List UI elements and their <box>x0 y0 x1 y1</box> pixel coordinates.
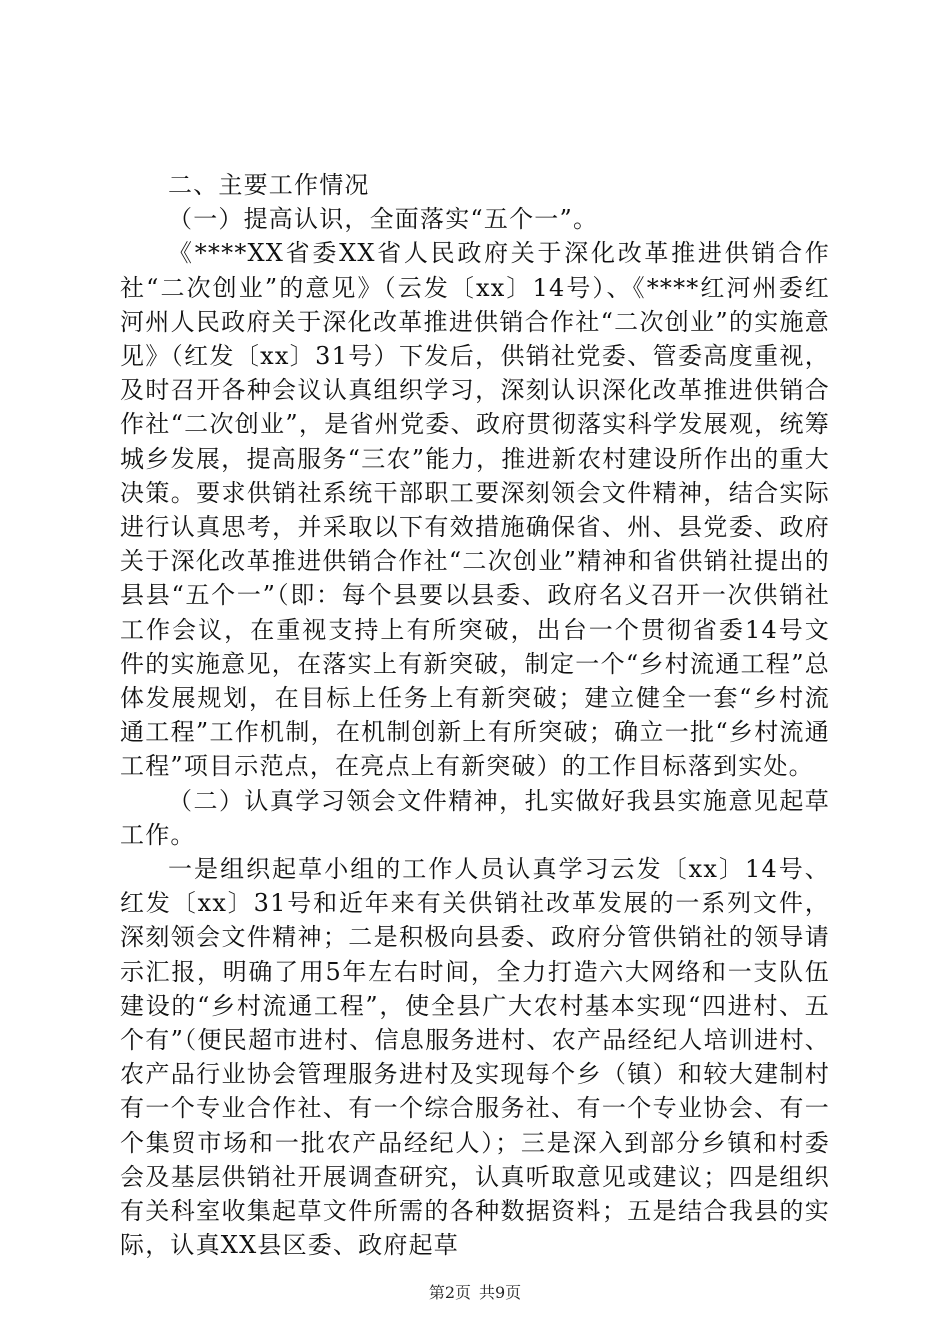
subsection-heading-1: （一）提高认识，全面落实“五个一”。 <box>168 205 599 234</box>
page-total: 共9页 <box>479 1283 522 1302</box>
subsection-heading-2: （二）认真学习领会文件精神，扎实做好我县实施意见起草工作。 <box>120 786 830 849</box>
body-paragraph-1: 《****XX省委XX省人民政府关于深化改革推进供销合作社“二次创业”的意见》（云发〔xx〕14号）、《****红河州委红河州人民政府关于深化改革推进供销合作社“二次创业”的实施意见》（红发〔xx〕31号）下发后，供销社党委、管委高度重视，及时召开各种会议认真组织学习，深刻认识深化改革推进供销合作社“二次创业”，是省州党委、政府贯彻落实科学发展观，统筹城乡发展，提高服务“三农”能力，推进新农村建设所作出的重大决策。要求供销社系统干部职工要深刻领会文件精神，结合实际进行认真思考，并采取以下有效措施确保省、州、县党委、政府关于深化改革推进供销合作社“二次创业”精神和省供销社提出的县县“五个一”（即：每个县要以县委、政府名义召开一次供销社工作会议，在重视支持上有所突破，出台一个贯彻省委14号文件的实施意见，在落实上有新突破，制定一个“乡村流通工程”总体发展规划，在目标上任务上有新突破；建立健全一套“乡村流通工程”工作机制，在机制创新上有所突破；确立一批“乡村流通工程”项目示范点，在亮点上有新突破）的工作目标落到实处。 <box>120 239 830 781</box>
document-body <box>120 168 830 1263</box>
body-paragraph-2: 一是组织起草小组的工作人员认真学习云发〔xx〕14号、红发〔xx〕31号和近年来有关供销社改革发展的一系列文件，深刻领会文件精神；二是积极向县委、政府分管供销社的领导请示汇报，明确了用5年左右时间，全力打造六大网络和一支队伍建设的“乡村流通工程”，使全县广大农村基本实现“四进村、五个有”（便民超市进村、信息服务进村、农产品经纪人培训进村、农产品行业协会管理服务进村及实现每个乡（镇）和较大建制村有一个专业合作社、有一个综合服务社、有一个专业协会、有一个集贸市场和一批农产品经纪人）；三是深入到部分乡镇和村委会及基层供销社开展调查研究，认真听取意见或建议；四是组织有关科室收集起草文件所需的各种数据资料；五是结合我县的实际，认真XX县区委、政府起草 <box>120 855 830 1260</box>
section-heading: 二、主要工作情况 <box>168 171 370 199</box>
page-footer <box>0 1283 950 1303</box>
page-number: 第2页 <box>428 1283 471 1302</box>
